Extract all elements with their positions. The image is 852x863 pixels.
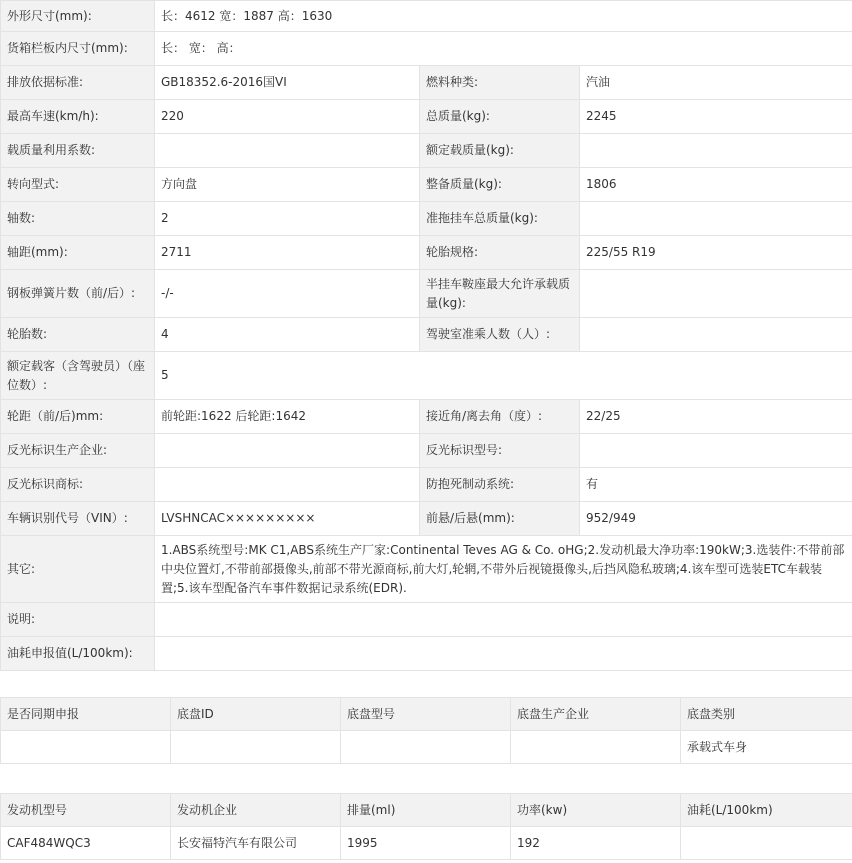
chassis-header-cell: 底盘类别 bbox=[681, 698, 852, 731]
spec-row bbox=[1, 603, 852, 637]
spec-row bbox=[1, 318, 852, 352]
engine-cell: 1995 bbox=[341, 827, 511, 860]
spec-label: 油耗申报值(L/100km): bbox=[1, 637, 155, 671]
engine-header-cell: 发动机企业 bbox=[171, 794, 341, 827]
spec-label: 半挂车鞍座最大允许承载质量(kg): bbox=[420, 270, 580, 318]
spec-row bbox=[1, 236, 852, 270]
spec-value: 4 bbox=[155, 318, 420, 352]
spec-value: 220 bbox=[155, 100, 420, 134]
spec-row bbox=[1, 134, 852, 168]
spec-label: 前悬/后悬(mm): bbox=[420, 502, 580, 536]
spec-value: 前轮距:1622 后轮距:1642 bbox=[155, 400, 420, 434]
engine-row bbox=[1, 827, 852, 860]
spec-row bbox=[1, 352, 852, 400]
spec-label: 驾驶室准乘人数（人）: bbox=[420, 318, 580, 352]
spec-label: 钢板弹簧片数（前/后）: bbox=[1, 270, 155, 318]
chassis-cell bbox=[171, 731, 341, 764]
spec-label: 最高车速(km/h): bbox=[1, 100, 155, 134]
spec-value bbox=[580, 202, 852, 236]
engine-header-cell: 油耗(L/100km) bbox=[681, 794, 852, 827]
spec-label: 反光标识型号: bbox=[420, 434, 580, 468]
spec-value bbox=[580, 434, 852, 468]
chassis-cell bbox=[341, 731, 511, 764]
engine-header-cell: 功率(kw) bbox=[511, 794, 681, 827]
chassis-header-cell: 底盘ID bbox=[171, 698, 341, 731]
spec-value bbox=[155, 434, 420, 468]
spec-value: GB18352.6-2016国VI bbox=[155, 66, 420, 100]
spec-value bbox=[580, 134, 852, 168]
chassis-row bbox=[1, 731, 852, 764]
spec-value: LVSHNCAC××××××××× bbox=[155, 502, 420, 536]
spec-value: 2 bbox=[155, 202, 420, 236]
spec-row bbox=[1, 66, 852, 100]
spec-label: 准拖挂车总质量(kg): bbox=[420, 202, 580, 236]
chassis-header-row bbox=[1, 698, 852, 731]
spec-value: 225/55 R19 bbox=[580, 236, 852, 270]
spec-row bbox=[1, 100, 852, 134]
spec-label: 排放依据标准: bbox=[1, 66, 155, 100]
engine-cell: 长安福特汽车有限公司 bbox=[171, 827, 341, 860]
spec-label: 轴距(mm): bbox=[1, 236, 155, 270]
spec-value bbox=[155, 134, 420, 168]
spec-value bbox=[155, 468, 420, 502]
spec-row bbox=[1, 502, 852, 536]
engine-cell: 192 bbox=[511, 827, 681, 860]
spec-label: 额定载质量(kg): bbox=[420, 134, 580, 168]
chassis-header-cell: 是否同期申报 bbox=[1, 698, 171, 731]
chassis-cell bbox=[511, 731, 681, 764]
chassis-cell: 承载式车身 bbox=[681, 731, 852, 764]
spec-value: 长： 宽： 高： bbox=[155, 32, 852, 66]
spec-label: 转向型式: bbox=[1, 168, 155, 202]
spec-value: 有 bbox=[580, 468, 852, 502]
spec-label: 外形尺寸(mm): bbox=[1, 1, 155, 32]
spec-label: 轮距（前/后)mm: bbox=[1, 400, 155, 434]
spec-value bbox=[155, 637, 852, 671]
spec-label: 货箱栏板内尺寸(mm): bbox=[1, 32, 155, 66]
chassis-table bbox=[0, 697, 852, 764]
spec-row bbox=[1, 1, 852, 32]
spec-label: 整备质量(kg): bbox=[420, 168, 580, 202]
spec-label: 车辆识别代号（VIN）: bbox=[1, 502, 155, 536]
spec-row bbox=[1, 536, 852, 603]
chassis-header-cell: 底盘型号 bbox=[341, 698, 511, 731]
engine-header-row bbox=[1, 794, 852, 827]
engine-cell: CAF484WQC3 bbox=[1, 827, 171, 860]
spec-label: 接近角/离去角（度）: bbox=[420, 400, 580, 434]
spec-value: 长：4612 宽：1887 高：1630 bbox=[155, 1, 852, 32]
spec-value: 22/25 bbox=[580, 400, 852, 434]
spec-label: 额定载客（含驾驶员）（座位数）: bbox=[1, 352, 155, 400]
engine-cell bbox=[681, 827, 852, 860]
spec-row bbox=[1, 400, 852, 434]
spec-value bbox=[580, 318, 852, 352]
spec-label: 防抱死制动系统: bbox=[420, 468, 580, 502]
chassis-cell bbox=[1, 731, 171, 764]
spec-value: 952/949 bbox=[580, 502, 852, 536]
spec-row bbox=[1, 270, 852, 318]
engine-table bbox=[0, 793, 852, 860]
chassis-header-cell: 底盘生产企业 bbox=[511, 698, 681, 731]
engine-header-cell: 发动机型号 bbox=[1, 794, 171, 827]
spec-label: 总质量(kg): bbox=[420, 100, 580, 134]
spec-value: 2711 bbox=[155, 236, 420, 270]
spec-label: 轮胎数: bbox=[1, 318, 155, 352]
spec-value: 5 bbox=[155, 352, 852, 400]
spec-row bbox=[1, 434, 852, 468]
spec-row bbox=[1, 468, 852, 502]
spec-value bbox=[580, 270, 852, 318]
spec-row bbox=[1, 168, 852, 202]
spec-row bbox=[1, 202, 852, 236]
spec-row bbox=[1, 32, 852, 66]
spec-value: 1806 bbox=[580, 168, 852, 202]
spec-label: 反光标识商标: bbox=[1, 468, 155, 502]
spec-label: 说明: bbox=[1, 603, 155, 637]
spec-value: 2245 bbox=[580, 100, 852, 134]
spec-label: 轴数: bbox=[1, 202, 155, 236]
spec-label: 燃料种类: bbox=[420, 66, 580, 100]
spec-value bbox=[155, 603, 852, 637]
spec-label: 反光标识生产企业: bbox=[1, 434, 155, 468]
spec-label: 轮胎规格: bbox=[420, 236, 580, 270]
spec-label: 其它: bbox=[1, 536, 155, 603]
engine-header-cell: 排量(ml) bbox=[341, 794, 511, 827]
spec-row bbox=[1, 637, 852, 671]
spec-value: -/- bbox=[155, 270, 420, 318]
spec-value: 汽油 bbox=[580, 66, 852, 100]
spec-value: 1.ABS系统型号:MK C1,ABS系统生产厂家:Continental Teves AG & Co. oHG;2.发动机最大净功率:190kW;3.选装件:不带前部中央位置灯,不带前部摄像头,前部不带光源商标,前大灯,轮辋,不带外后视镜摄像头,后挡风隐私玻璃;4.该车型可选装ETC车载装置;5.该车型配备汽车事件数据记录系统(EDR). bbox=[155, 536, 852, 603]
spec-label: 载质量利用系数: bbox=[1, 134, 155, 168]
spec-value: 方向盘 bbox=[155, 168, 420, 202]
